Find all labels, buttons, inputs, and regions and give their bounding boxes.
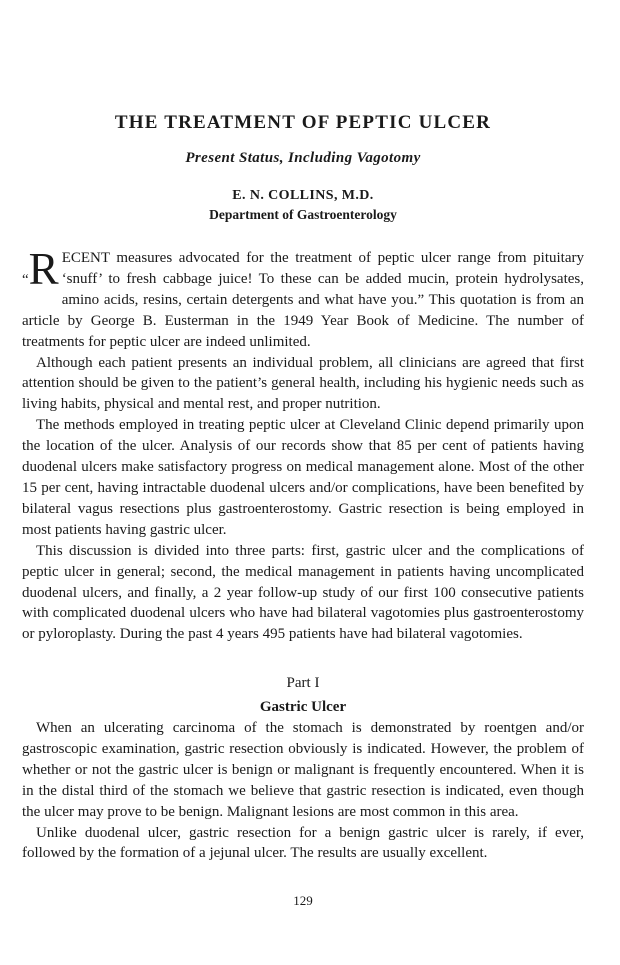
- author-name: E. N. COLLINS, M.D.: [232, 188, 374, 203]
- drop-cap: [22, 244, 59, 298]
- section-heading: Gastric Ulcer: [259, 699, 347, 715]
- part-label: Part I: [286, 675, 320, 691]
- intro-paragraph-1: [22, 244, 584, 353]
- author-department: Department of Gastroenterology: [209, 207, 397, 222]
- page-number: 129: [293, 893, 313, 908]
- document-page: [22, 0, 584, 965]
- gastric-paragraph-1: When an ulcerating carcinoma of the stomach is demonstrated by roentgen and/or gastroscopic examination, gastric resection obviously is indicated. However, the problem of whether or not the gastric ulcer is benign or malignant is frequently encountered. When it is in the distal third of the stomach we believe that gastric resection is indicated, even though the ulcer may prove to be benign. Malignant lesions are most common in this area.: [22, 720, 584, 820]
- article-subtitle: Present Status, Including Vagotomy: [185, 150, 421, 166]
- intro-paragraph-1-text: ECENT measures advocated for the treatment of peptic ulcer range from pituitary ‘snuff’ to fresh cabbage juice! To these can be added mucin, protein hydrolysates, amino acids, resins, certain detergents and what have you.” This quotation is from an article by George B. Eusterman in the 1949 Year Book of Medicine. The number of treatments for peptic ulcer are indeed unlimited.: [22, 250, 584, 350]
- drop-cap-letter: R: [28, 244, 59, 294]
- intro-paragraph-3: The methods employed in treating peptic ulcer at Cleveland Clinic depend primarily upon the location of the ulcer. Analysis of our records show that 85 per cent of patients having duodenal ulcers make satisfactory progress on medical management alone. Most of the other 15 per cent, having intractable duodenal ulcers and/or complications, have been benefited by bilateral vagus resections plus gastroenterostomy. Gastric resection is being employed in most patients having gastric ulcer.: [22, 417, 584, 538]
- intro-paragraph-2: Although each patient presents an individual problem, all clinicians are agreed that first attention should be given to the patient’s general health, including his hygienic needs such as living habits, physical and mental rest, and proper nutrition.: [22, 354, 584, 413]
- intro-paragraph-4: This discussion is divided into three parts: first, gastric ulcer and the complications of peptic ulcer in general; second, the medical management in patients having uncomplicated duodenal ulcers, and finally, a 2 year follow-up study of our first 100 consecutive patients with complicated duodenal ulcers who have had bilateral vagotomies plus gastroenterostomy or pyloroplasty. During the past 4 years 495 patients have had bilateral vagotomies.: [22, 542, 584, 643]
- article-title: THE TREATMENT OF PEPTIC ULCER: [114, 112, 492, 133]
- opening-quote-mark: “: [22, 272, 29, 288]
- gastric-paragraph-2: Unlike duodenal ulcer, gastric resection for a benign gastric ulcer is rarely, if ever, followed by the formation of a jejunal ulcer. The results are usually excellent.: [22, 824, 584, 862]
- intro-section: [22, 244, 584, 645]
- gastric-ulcer-section: [22, 718, 584, 864]
